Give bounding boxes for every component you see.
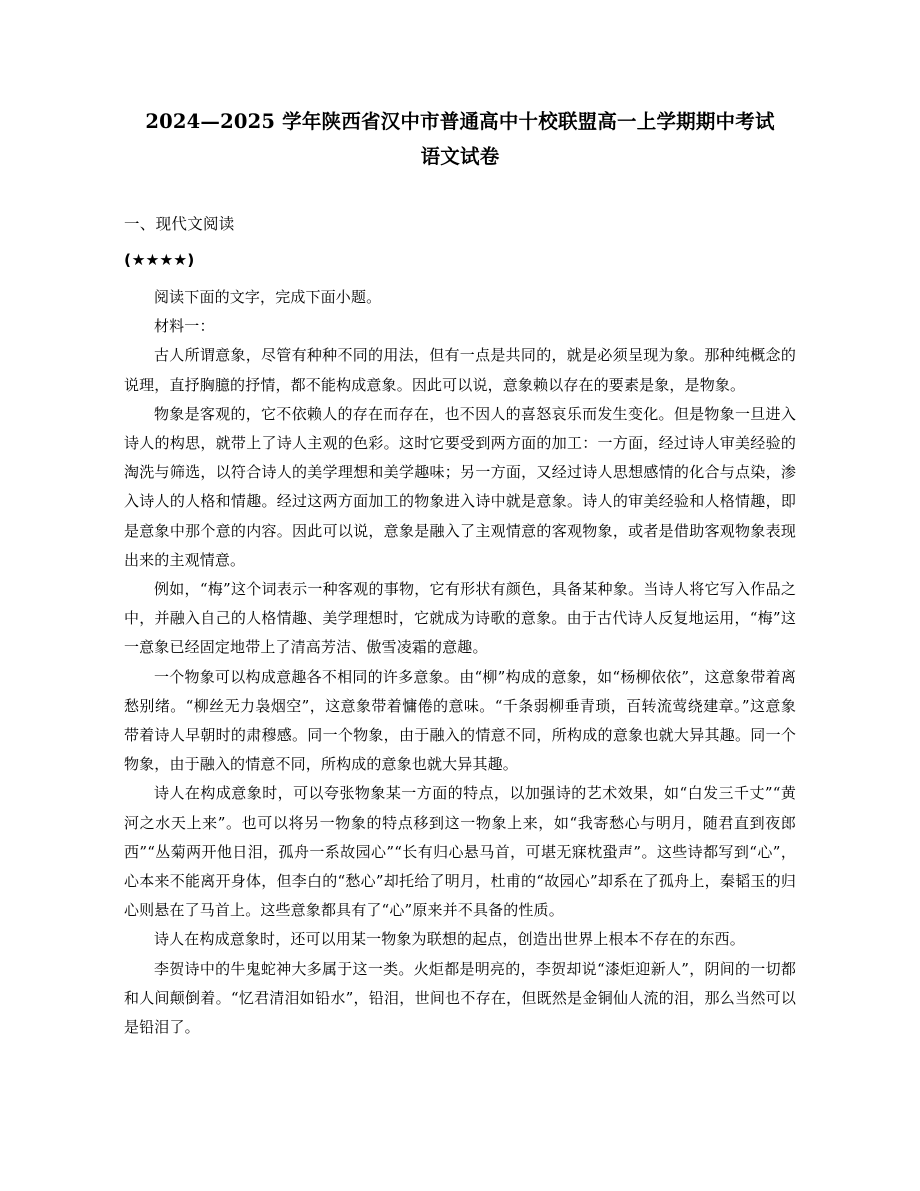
body-paragraph: 物象是客观的，它不依赖人的存在而存在，也不因人的喜怒哀乐而发生变化。但是物象一旦进入诗人的构思，就带上了诗人主观的色彩。这时它要受到两方面的加工：一方面，经过诗人审美经验的淘洗与筛选，以符合诗人的美学理想和美学趣味；另一方面，又经过诗人思想感情的化合与点染，渗入诗人的人格和情趣。经过这两方面加工的物象进入诗中就是意象。诗人的审美经验和人格情趣，即是意象中那个意的内容。因此可以说，意象是融入了主观情意的客观物象，或者是借助客观物象表现出来的主观情意。 — [124, 404, 796, 569]
body-paragraph: 一个物象可以构成意趣各不相同的许多意象。由“柳”构成的意象，如“杨柳依依”，这意象带着离愁别绪。“柳丝无力袅烟空”，这意象带着慵倦的意味。“千条弱柳垂青琐，百转流莺绕建章。”这意象带着诗人早朝时的肃穆感。同一个物象，由于融入的情意不同，所构成的意象也就大异其趣。同一个物象，由于融入的情意不同，所构成的意象也就大异其趣。 — [124, 667, 796, 774]
body-paragraph: 诗人在构成意象时，可以夸张物象某一方面的特点，以加强诗的艺术效果，如“白发三千丈”“黄河之水天上来”。也可以将另一物象的特点移到这一物象上来，如“我寄愁心与明月，随君直到夜郎西”“丛菊两开他日泪，孤舟一系故园心”“长有归心悬马首，可堪无寐枕蛩声”。这些诗都写到“心”，心本来不能离开身体，但李白的“愁心”却托给了明月，杜甫的“故园心”却系在了孤舟上，秦韬玉的归心则悬在了马首上。这些意象都具有了“心”原来并不具备的性质。 — [124, 784, 796, 920]
document-content — [124, 100, 796, 1042]
star-icon-group: ★★★★ — [131, 251, 188, 269]
body-paragraph: 李贺诗中的牛鬼蛇神大多属于这一类。火炬都是明亮的，李贺却说“漆炬迎新人”，阴间的一切都和人间颠倒着。“忆君清泪如铅水”，铅泪，世间也不存在，但既然是金铜仙人流的泪，那么当然可以是铅泪了。 — [124, 959, 796, 1037]
body-paragraph: 例如，“梅”这个词表示一种客观的事物，它有形状有颜色，具备某种象。当诗人将它写入作品之中，并融入自己的人格情趣、美学理想时，它就成为诗歌的意象。由于古代诗人反复地运用，“梅”这一意象已经固定地带上了清高芳洁、傲雪凌霜的意趣。 — [124, 580, 796, 657]
body-paragraph: 古人所谓意象，尽管有种种不同的用法，但有一点是共同的，就是必须呈现为象。那种纯概念的说理，直抒胸臆的抒情，都不能构成意象。因此可以说，意象赖以存在的要素是象，是物象。 — [124, 346, 796, 394]
page-title-line-2: 语文试卷 — [420, 145, 500, 168]
instruction-text: 阅读下面的文字，完成下面小题。 — [154, 288, 382, 306]
section-heading: 一、现代文阅读 — [124, 215, 235, 233]
difficulty-close-paren: ) — [187, 251, 195, 269]
difficulty-open-paren: ( — [124, 251, 132, 269]
material-label: 材料一： — [154, 317, 215, 336]
body-paragraph: 诗人在构成意象时，还可以用某一物象为联想的起点，创造出世界上根本不存在的东西。 — [154, 930, 745, 949]
page-title-line-1: 2024—2025 学年陕西省汉中市普通高中十校联盟高一上学期期中考试 — [145, 110, 775, 133]
difficulty-rating — [124, 236, 796, 272]
page-title — [124, 100, 796, 174]
